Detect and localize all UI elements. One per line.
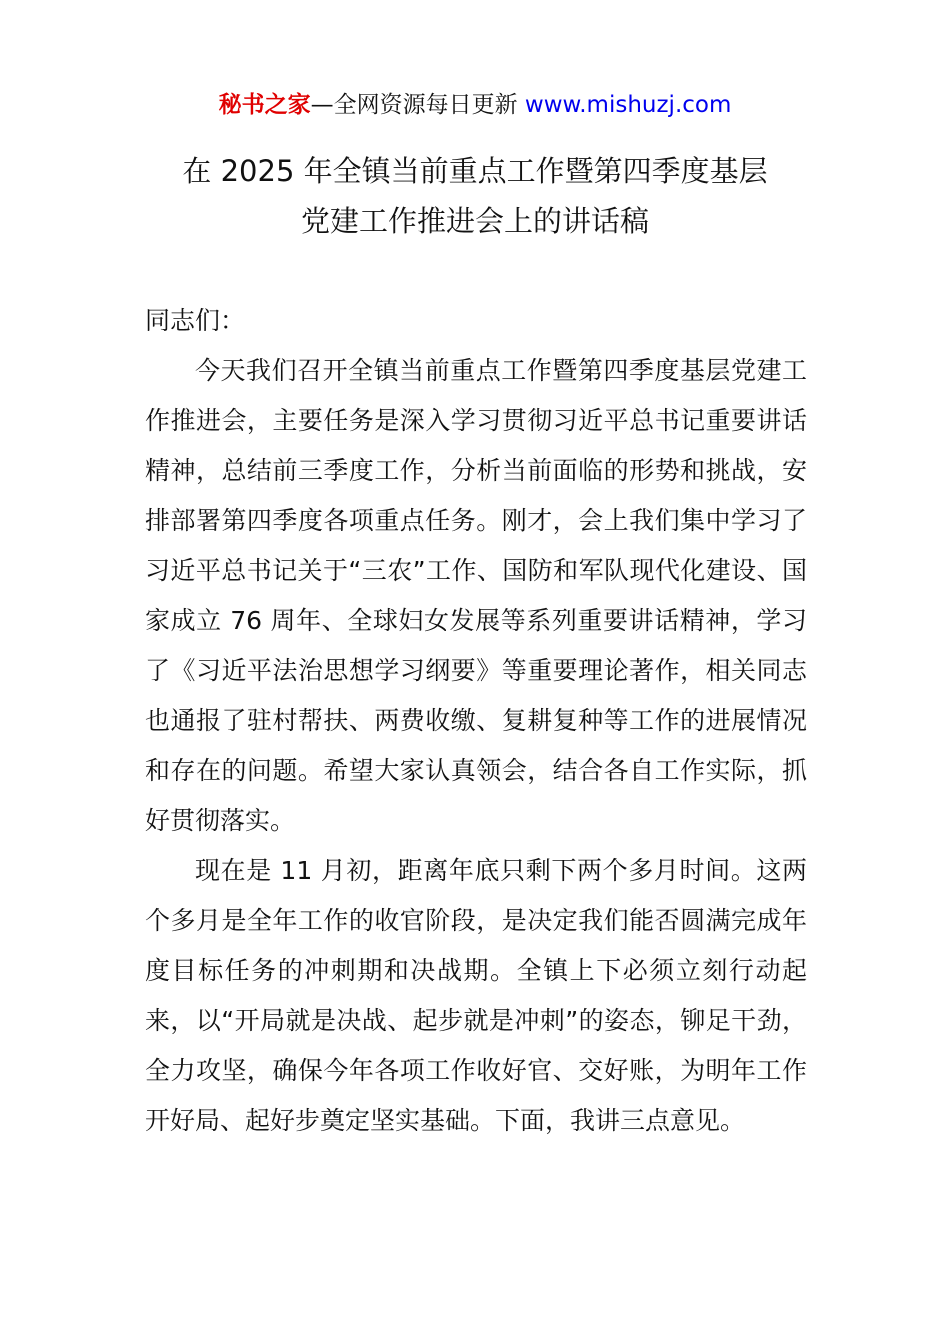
site-header [0, 88, 950, 122]
brand-name: 秘书之家 [218, 92, 311, 118]
document-body [145, 296, 807, 1146]
document-title [80, 146, 870, 246]
header-tagline: —全网资源每日更新 [310, 92, 518, 118]
salutation: 同志们： [145, 306, 246, 335]
title-line-1: 在 2025 年全镇当前重点工作暨第四季度基层 [182, 154, 768, 188]
site-url-link[interactable]: www.mishuzj.com [524, 92, 732, 118]
paragraph-2: 现在是 11 月初，距离年底只剩下两个多月时间。这两个多月是全年工作的收官阶段，是决定我们能否圆满完成年度目标任务的冲刺期和决战期。全镇上下必须立刻行动起来，以“开局就是决战、起步就是冲刺”的姿态，铆足干劲，全力攻坚，确保今年各项工作收好官、交好账，为明年工作开好局、起好步奠定坚实基础。下面，我讲三点意见。 [145, 856, 807, 1135]
paragraph-1: 今天我们召开全镇当前重点工作暨第四季度基层党建工作推进会，主要任务是深入学习贯彻习近平总书记重要讲话精神，总结前三季度工作，分析当前面临的形势和挑战，安排部署第四季度各项重点任务。刚才，会上我们集中学习了习近平总书记关于“三农”工作、国防和军队现代化建设、国家成立 76 周年、全球妇女发展等系列重要讲话精神，学习了《习近平法治思想学习纲要》等重要理论著作，相关同志也通报了驻村帮扶、两费收缴、复耕复种等工作的进展情况和存在的问题。希望大家认真领会，结合各自工作实际，抓好贯彻落实。 [145, 356, 807, 835]
title-line-2: 党建工作推进会上的讲话稿 [300, 204, 649, 238]
